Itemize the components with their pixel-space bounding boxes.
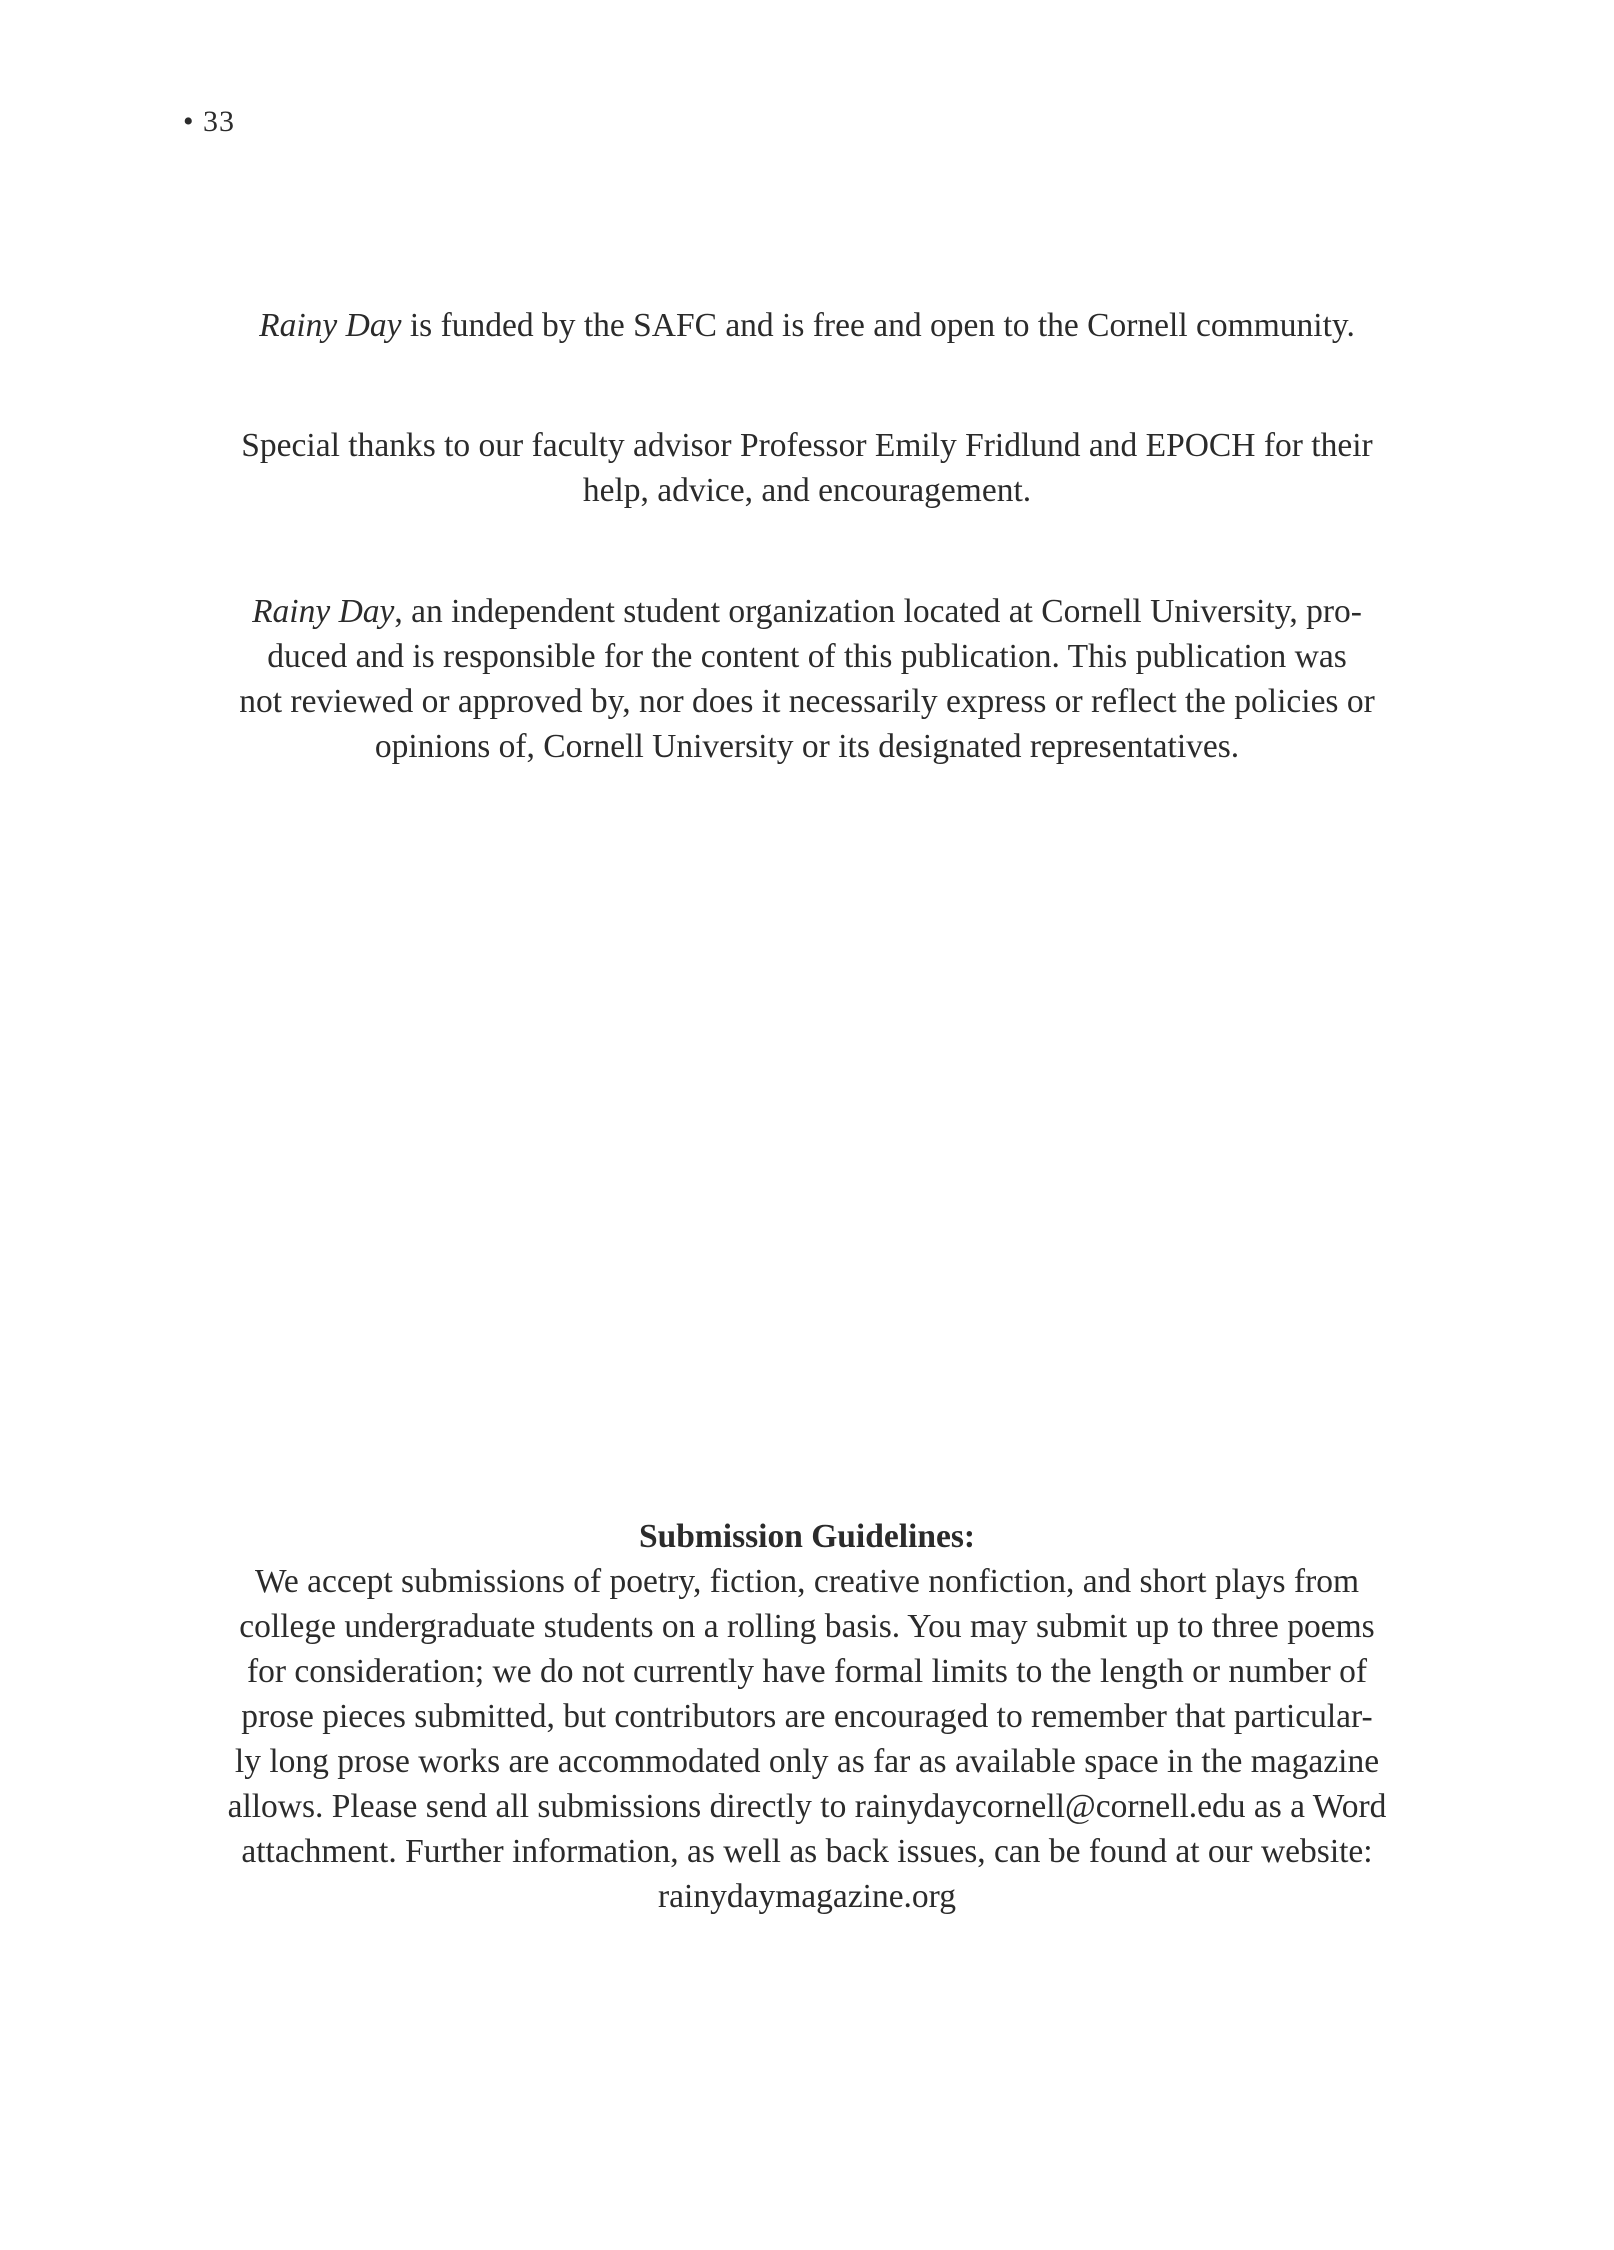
guidelines-line: We accept submissions of poetry, fiction, creative nonfiction, and short plays from bbox=[254, 1563, 1360, 1600]
disclaimer-text: , an independent student organization located at Cornell University, pro- bbox=[394, 593, 1362, 630]
guidelines-line: for consideration; we do not currently have formal limits to the length or number of bbox=[246, 1653, 1368, 1690]
acknowledgements bbox=[150, 423, 1464, 513]
page-number: • 33 bbox=[183, 105, 236, 138]
website-link: rainydaymagazine.org bbox=[658, 1878, 956, 1915]
magazine-title: Rainy Day bbox=[259, 307, 402, 344]
guidelines-line: attachment. Further information, as well as back issues, can be found at our website: bbox=[241, 1833, 1373, 1870]
magazine-title: Rainy Day bbox=[252, 593, 395, 630]
disclaimer-line: opinions of, Cornell University or its designated representatives. bbox=[374, 728, 1240, 765]
disclaimer-line: duced and is responsible for the content of this publication. This publication was bbox=[267, 638, 1347, 675]
funding-text: is funded by the SAFC and is free and open to the Cornell community. bbox=[401, 307, 1355, 344]
funding-statement bbox=[150, 303, 1464, 348]
disclaimer bbox=[150, 589, 1464, 769]
guidelines-line: college undergraduate students on a rolling basis. You may submit up to three poems bbox=[239, 1608, 1375, 1645]
guidelines-line: ly long prose works are accommodated only as far as available space in the magazine bbox=[234, 1743, 1380, 1780]
thanks-line: Special thanks to our faculty advisor Professor Emily Fridlund and EPOCH for their bbox=[241, 427, 1373, 464]
guidelines-line: prose pieces submitted, but contributors are encouraged to remember that particular- bbox=[241, 1698, 1373, 1735]
guidelines-heading: Submission Guidelines: bbox=[638, 1518, 976, 1555]
guidelines-line: allows. Please send all submissions directly to rainydaycornell@cornell.edu as a Word bbox=[227, 1788, 1387, 1825]
funding-line bbox=[150, 303, 1464, 348]
thanks-line: help, advice, and encouragement. bbox=[582, 472, 1032, 509]
disclaimer-line bbox=[150, 589, 1464, 634]
submission-guidelines bbox=[150, 1514, 1464, 1919]
disclaimer-line: not reviewed or approved by, nor does it necessarily express or reflect the policies or bbox=[239, 683, 1375, 720]
